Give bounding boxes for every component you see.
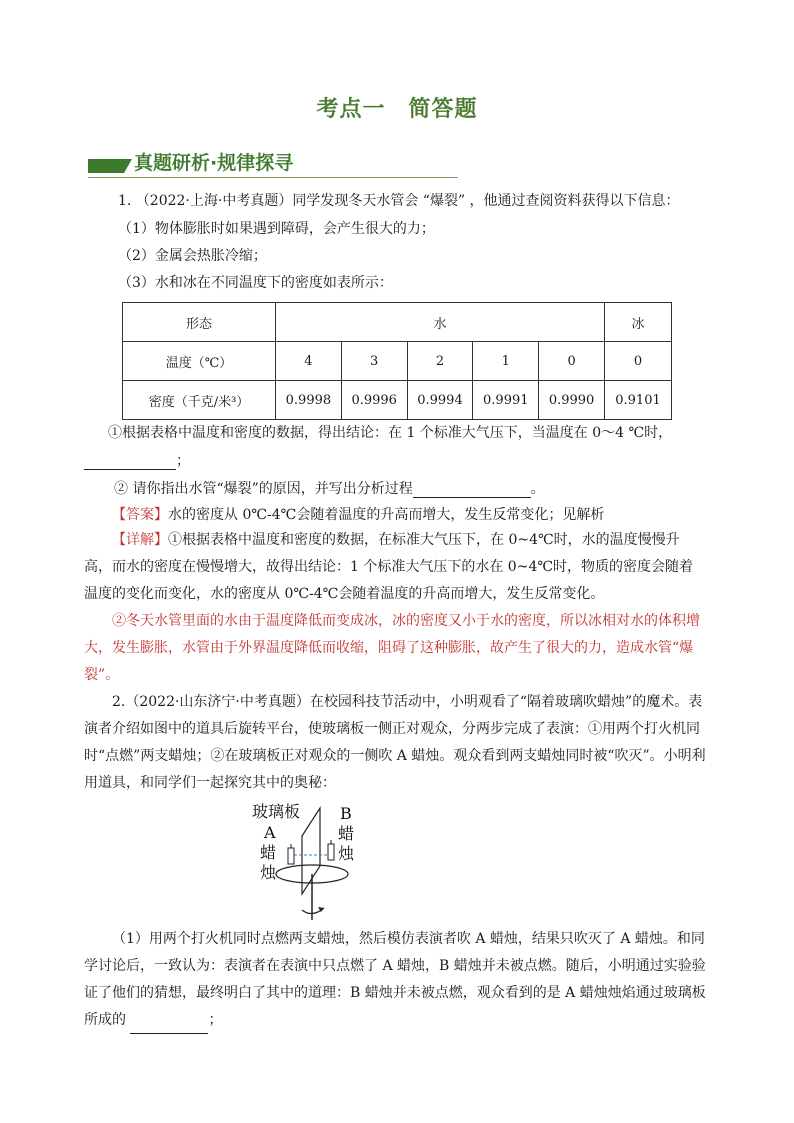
q1-sub-2-line bbox=[114, 480, 545, 498]
candle-a-text: 烛 bbox=[260, 863, 277, 882]
q1-sub-2-end: 。 bbox=[530, 481, 545, 497]
q2-stem: 2.（2022·山东济宁·中考真题）在校园科技节活动中，小明观看了“隔着玻璃吹蜡烛”的魔术。表演者介绍如图中的道具后旋转平台，使玻璃板一侧正对观众，分两步完成了表演：①用两个打火机同时“点燃”两支蜡烛；②在玻璃板正对观众的一侧吹 A 蜡烛。观众看到两支蜡烛同时被“吹灭”。小明利用道具，和同学们一起探究其中的奥秘： bbox=[84, 694, 706, 791]
candle-b-text: 烛 bbox=[338, 844, 355, 863]
answer-tag: 【答案】 bbox=[112, 507, 168, 523]
candle-b-text: 蜡 bbox=[338, 824, 355, 843]
table-cell: 0.9994 bbox=[407, 381, 473, 420]
q1-answer-line bbox=[112, 506, 604, 524]
candle-a-text: 蜡 bbox=[260, 843, 277, 862]
answer-blank[interactable] bbox=[130, 1019, 208, 1034]
q2-sub-1-end: ； bbox=[208, 1012, 223, 1028]
glass-label: 玻璃板 bbox=[252, 802, 301, 821]
candle-a-letter: A bbox=[264, 823, 276, 842]
table-cell: 4 bbox=[276, 342, 342, 381]
section-heading-bar bbox=[88, 148, 458, 178]
section-underline bbox=[88, 177, 458, 178]
q1-info-1: （1）物体膨胀时如果遇到障碍，会产生很大的力； bbox=[118, 221, 435, 237]
table-cell: 0.9101 bbox=[605, 381, 672, 420]
table-cell: 0 bbox=[605, 342, 672, 381]
answer-blank[interactable] bbox=[413, 483, 531, 498]
q1-sub-2: ② 请你指出水管“爆裂”的原因，并写出分析过程 bbox=[114, 481, 413, 497]
table-cell: 1 bbox=[473, 342, 539, 381]
q2-sub-1 bbox=[84, 926, 706, 1034]
section-heading: 真题研析·规律探寻 bbox=[134, 152, 294, 174]
section-marker bbox=[88, 159, 124, 173]
q1-info-3: （3）水和冰在不同温度下的密度如表所示： bbox=[118, 275, 393, 291]
section-marker-tail bbox=[124, 159, 132, 173]
q1-detail-1 bbox=[84, 527, 706, 608]
answer-text: 水的密度从 0℃-4℃会随着温度的升高而增大，发生反常变化；见解析 bbox=[168, 507, 605, 523]
table-cell: 0.9996 bbox=[341, 381, 407, 420]
candle-figure bbox=[250, 802, 360, 927]
candle-b-letter: B bbox=[340, 804, 352, 823]
table-cell: 0.9990 bbox=[539, 381, 605, 420]
table-cell: 2 bbox=[407, 342, 473, 381]
table-cell: 0.9991 bbox=[473, 381, 539, 420]
table-cell: 密度（千克/米³） bbox=[123, 381, 276, 420]
table-row bbox=[123, 342, 672, 381]
table-row bbox=[123, 381, 672, 420]
page-title: 考点一 简答题 bbox=[316, 97, 478, 122]
table-cell: 3 bbox=[341, 342, 407, 381]
q1-detail-2: ②冬天水管里面的水由于温度降低而变成冰，冰的密度又小于水的密度，所以冰相对水的体积增大，发生膨胀，水管由于外界温度降低而收缩，阻碍了这种膨胀，故产生了很大的力，造成水管“爆裂”。 bbox=[84, 613, 700, 683]
detail-tag: 【详解】 bbox=[112, 532, 168, 548]
q1-sub-1-blank-line bbox=[84, 452, 190, 470]
q1-sub-1: ①根据表格中温度和密度的数据，得出结论：在 1 个标准大气压下，当温度在 0～4 ℃时， bbox=[108, 425, 673, 441]
table-cell: 温度（℃） bbox=[123, 342, 276, 381]
table-cell: 0 bbox=[539, 342, 605, 381]
table-row bbox=[123, 303, 672, 342]
q2-sub-1-text: （1）用两个打火机同时点燃两支蜡烛，然后模仿表演者吹 A 蜡烛，结果只吹灭了 A 蜡烛。和同学讨论后，一致认为：表演者在表演中只点燃了 A 蜡烛，B 蜡烛并未被点燃。随后，小明通过实验验证了他们的猜想，最终明白了其中的道理：B 蜡烛并未被点燃，观众看到的是 A 蜡烛烛焰通过玻璃板所成的 bbox=[84, 931, 706, 1028]
q1-sub-1-end: ； bbox=[176, 453, 190, 469]
density-table bbox=[122, 302, 672, 420]
table-cell: 形态 bbox=[123, 303, 276, 342]
q1-stem: 1. （2022·上海·中考真题）同学发现冬天水管会 “爆裂” ，他通过查阅资料获得以下信息： bbox=[118, 193, 680, 209]
table-cell: 水 bbox=[276, 303, 605, 342]
q1-info-2: （2）金属会热胀冷缩； bbox=[118, 248, 267, 264]
table-cell: 0.9998 bbox=[276, 381, 342, 420]
answer-blank[interactable] bbox=[84, 455, 176, 470]
table-cell: 冰 bbox=[605, 303, 672, 342]
detail-text: ①根据表格中温度和密度的数据，在标准大气压下，在 0~4℃时，水的温度慢慢升高，而水的密度在慢慢增大，故得出结论：1 个标准大气压下的水在 0~4℃时，物质的密度会随着温度的变化而变化，水的密度从 0℃-4℃会随着温度的升高而增大，发生反常变化。 bbox=[84, 532, 694, 602]
